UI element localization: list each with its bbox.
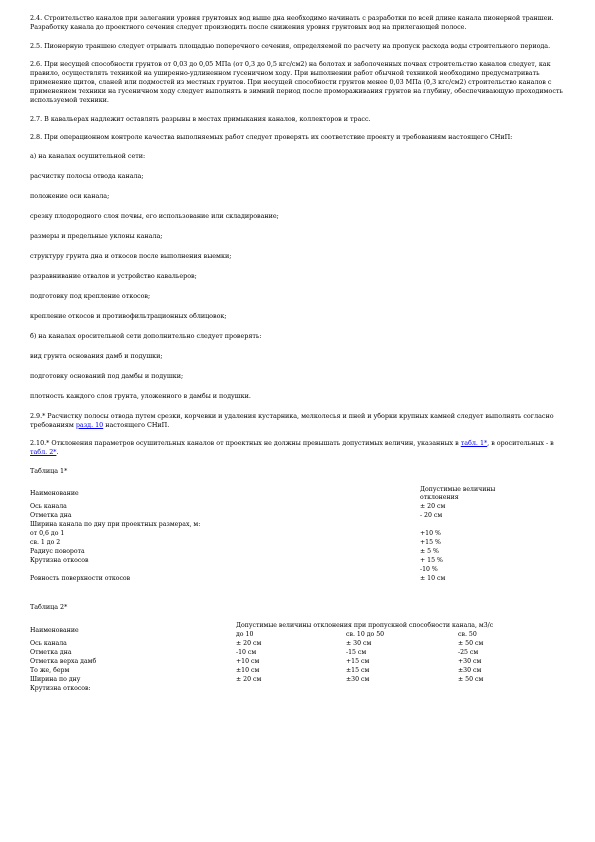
table-1-cell-name xyxy=(30,566,420,575)
table-2-cell-value xyxy=(236,685,346,694)
table-2-cell-name: Ось канала xyxy=(30,640,67,648)
table-1-cell-value: -10 % xyxy=(420,565,438,573)
table-2-cell-value: ± 20 см xyxy=(236,640,262,648)
paragraph-2-9-tail: настоящего СНиП. xyxy=(103,420,170,429)
table-2-row xyxy=(30,640,540,649)
table-1-row xyxy=(30,512,530,521)
table-2-cell-value: ± 20 см xyxy=(236,675,262,683)
table-2-cell-value: -25 см xyxy=(458,649,479,657)
check-item: б) на каналах оросительной сети дополнительно следует проверять: xyxy=(30,331,262,340)
table-2-link[interactable]: табл. 2* xyxy=(30,448,57,456)
paragraph-2-9 xyxy=(30,412,565,430)
table-2-cell-name: То же, берм xyxy=(30,667,70,674)
table-1-cell-name: от 0,6 до 1 xyxy=(30,530,65,538)
table-2-cell-value: ±30 см xyxy=(458,667,482,674)
table-1-cell-value: +15 % xyxy=(420,538,441,546)
table-1-cell-value: +10 % xyxy=(420,530,441,538)
table-1-cell-value: ± 5 % xyxy=(420,547,439,555)
paragraph-2-10-mid: , в оросительных - в xyxy=(487,439,554,447)
table-2-row xyxy=(30,658,540,667)
table-2-cell-value xyxy=(458,685,540,694)
table-2-cell-name: Отметка верха дамб xyxy=(30,658,97,666)
table-2-cell-value xyxy=(346,685,458,694)
table-2-head-group: Допустимые величины отклонения при пропускной способности канала, м3/с xyxy=(236,622,494,630)
table-1-row xyxy=(30,548,530,557)
table-2-cell-value: +30 см xyxy=(458,658,482,666)
table-2-cell-value: +15 см xyxy=(346,658,370,666)
document-page xyxy=(30,14,565,694)
table-2-head-name: Наименование xyxy=(30,626,79,634)
check-item: а) на каналах осушительной сети: xyxy=(30,151,146,160)
paragraph-2-10-text: 2.10.* Отклонения параметров осушительных каналов от проектных не должны превышать допустимых величин, указанных в xyxy=(30,439,461,447)
check-item: размеры и предельные уклоны канала; xyxy=(30,231,163,240)
paragraph-2-10-tail: . xyxy=(56,448,59,456)
table-1-cell-value xyxy=(420,521,530,530)
table-2-cell-name: Крутизна откосов: xyxy=(30,684,91,692)
paragraph-2-6: 2.6. При несущей способности грунтов от 0,03 до 0,05 МПа (от 0,3 до 0,5 кгс/см2) на болотах и заболоченных почвах строительство каналов следует, как правило, осуществлять техникой на уширенно-удлиненном гусеничном ходу. При выполнении работ обычной техникой необходимо предусматривать применение щитов, сланей или подмостей из местных грунтов. При несущей способности грунтов менее 0,03 МПа (0,3 кгс/см2) строительство каналов с применением техники на гусеничном ходу следует выполнять в зимний период после промораживания грунтов на глубину, обеспечивающую проходимость используемой техники. xyxy=(30,60,563,104)
check-item: плотность каждого слоя грунта, уложенного в дамбы и подушки. xyxy=(30,391,251,400)
table-1-cell-value: ± 10 см xyxy=(420,574,446,582)
table-2-cell-value: ±10 см xyxy=(236,667,260,674)
check-item: крепление откосов и противофильтрационных облицовок; xyxy=(30,311,227,320)
table-1-cell-name: Ровность поверхности откосов xyxy=(30,574,131,582)
table-2-row xyxy=(30,649,540,658)
table-2-cell-value: ± 50 см xyxy=(458,640,484,648)
table-1-header xyxy=(30,486,530,504)
table-2-cell-value: +10 см xyxy=(236,658,260,666)
table-1-cell-value: ± 20 см xyxy=(420,503,446,511)
table-2-body xyxy=(30,640,540,693)
table-1-title: Таблица 1* xyxy=(30,466,68,475)
check-item: срезку плодородного слоя почвы, его использование или складирование; xyxy=(30,211,279,220)
table-1-row xyxy=(30,539,530,548)
paragraph-list xyxy=(30,14,565,142)
paragraph-2-10 xyxy=(30,439,565,457)
paragraph-2-7: 2.7. В кавальерах надлежит оставлять разрывы в местах примыкания каналов, коллекторов и трасс. xyxy=(30,114,371,123)
table-1-cell-value: + 15 % xyxy=(420,556,443,564)
paragraph-2-5: 2.5. Пионерную траншею следует отрывать площадью поперечного сечения, определяемой по расчету на пропуск расхода воды строительного периода. xyxy=(30,41,551,50)
table-1-cell-name: Ось канала xyxy=(30,503,67,511)
table-2-cell-value: -15 см xyxy=(346,649,367,657)
table-1-head-value: Допустимые величины отклонения xyxy=(420,485,496,502)
table-2-subhead: св. 50 xyxy=(458,631,477,639)
paragraph-2-4: 2.4. Строительство каналов при залегании уровня грунтовых вод выше дна необходимо начинать с разработки по всей длине канала пионерной траншеи. Разработку канала до проектного сечения следует производить после снижения уровня грунтовых вод на прилегающей полосе. xyxy=(30,14,554,31)
table-2-cell-value: -10 см xyxy=(236,649,257,657)
table-1-row xyxy=(30,557,530,566)
table-2-cell-name: Ширина по дну xyxy=(30,675,81,683)
table-2-row xyxy=(30,676,540,685)
table-2-subhead: св. 10 до 50 xyxy=(346,631,385,639)
table-2-subhead: до 10 xyxy=(236,631,254,639)
table-1-row xyxy=(30,575,530,584)
table-2-cell-value: ±30 см xyxy=(346,675,370,683)
table-2-cell-value: ± 30 см xyxy=(346,640,372,648)
table-2-row xyxy=(30,667,540,676)
table-2-header xyxy=(30,622,540,631)
check-item: положение оси канала; xyxy=(30,191,110,200)
section-10-link[interactable]: разд. 10 xyxy=(75,420,104,429)
table-2-cell-value: ± 50 см xyxy=(458,675,484,683)
check-item: разравнивание отвалов и устройство кавальеров; xyxy=(30,271,197,280)
table-1-cell-value: - 20 см xyxy=(420,512,443,520)
table-1-cell-name: Радиус поворота xyxy=(30,547,85,555)
table-1-row xyxy=(30,521,530,530)
table-1 xyxy=(30,486,530,584)
paragraph-2-9-text: 2.9.* Расчистку полосы отвода путем срезки, корчевки и удаления кустарника, мелколесья и пней и уборки крупных камней следует выполнять согласно требованиям xyxy=(30,411,554,429)
table-2 xyxy=(30,622,540,693)
check-item: расчистку полосы отвода канала; xyxy=(30,171,144,180)
paragraph-2-8: 2.8. При операционном контроле качества выполняемых работ следует проверять их соответствие проекту и требованиям настоящего СНиП: xyxy=(30,133,513,141)
check-item: структуру грунта дна и откосов после выполнения выемки; xyxy=(30,251,232,260)
table-1-link[interactable]: табл. 1* xyxy=(460,439,488,447)
table-1-row xyxy=(30,566,530,575)
table-1-cell-name: Ширина канала по дну при проектных размерах, м: xyxy=(30,521,201,529)
table-1-cell-name: Крутизна откосов xyxy=(30,556,89,564)
check-list xyxy=(30,152,565,401)
table-1-body xyxy=(30,503,530,583)
table-2-title: Таблица 2* xyxy=(30,603,68,612)
check-item: подготовку под крепление откосов; xyxy=(30,291,151,300)
table-2-row xyxy=(30,685,540,694)
table-2-cell-value: ±15 см xyxy=(346,667,370,674)
table-1-row xyxy=(30,530,530,539)
table-1-row xyxy=(30,503,530,512)
table-1-cell-name: св. 1 до 2 xyxy=(30,538,61,546)
table-1-head-name: Наименование xyxy=(30,489,79,497)
table-2-cell-name: Отметка дна xyxy=(30,649,72,657)
table-1-cell-name: Отметка дна xyxy=(30,512,72,520)
check-item: вид грунта основания дамб и подушки; xyxy=(30,351,163,360)
check-item: подготовку оснований под дамбы и подушки; xyxy=(30,371,184,380)
